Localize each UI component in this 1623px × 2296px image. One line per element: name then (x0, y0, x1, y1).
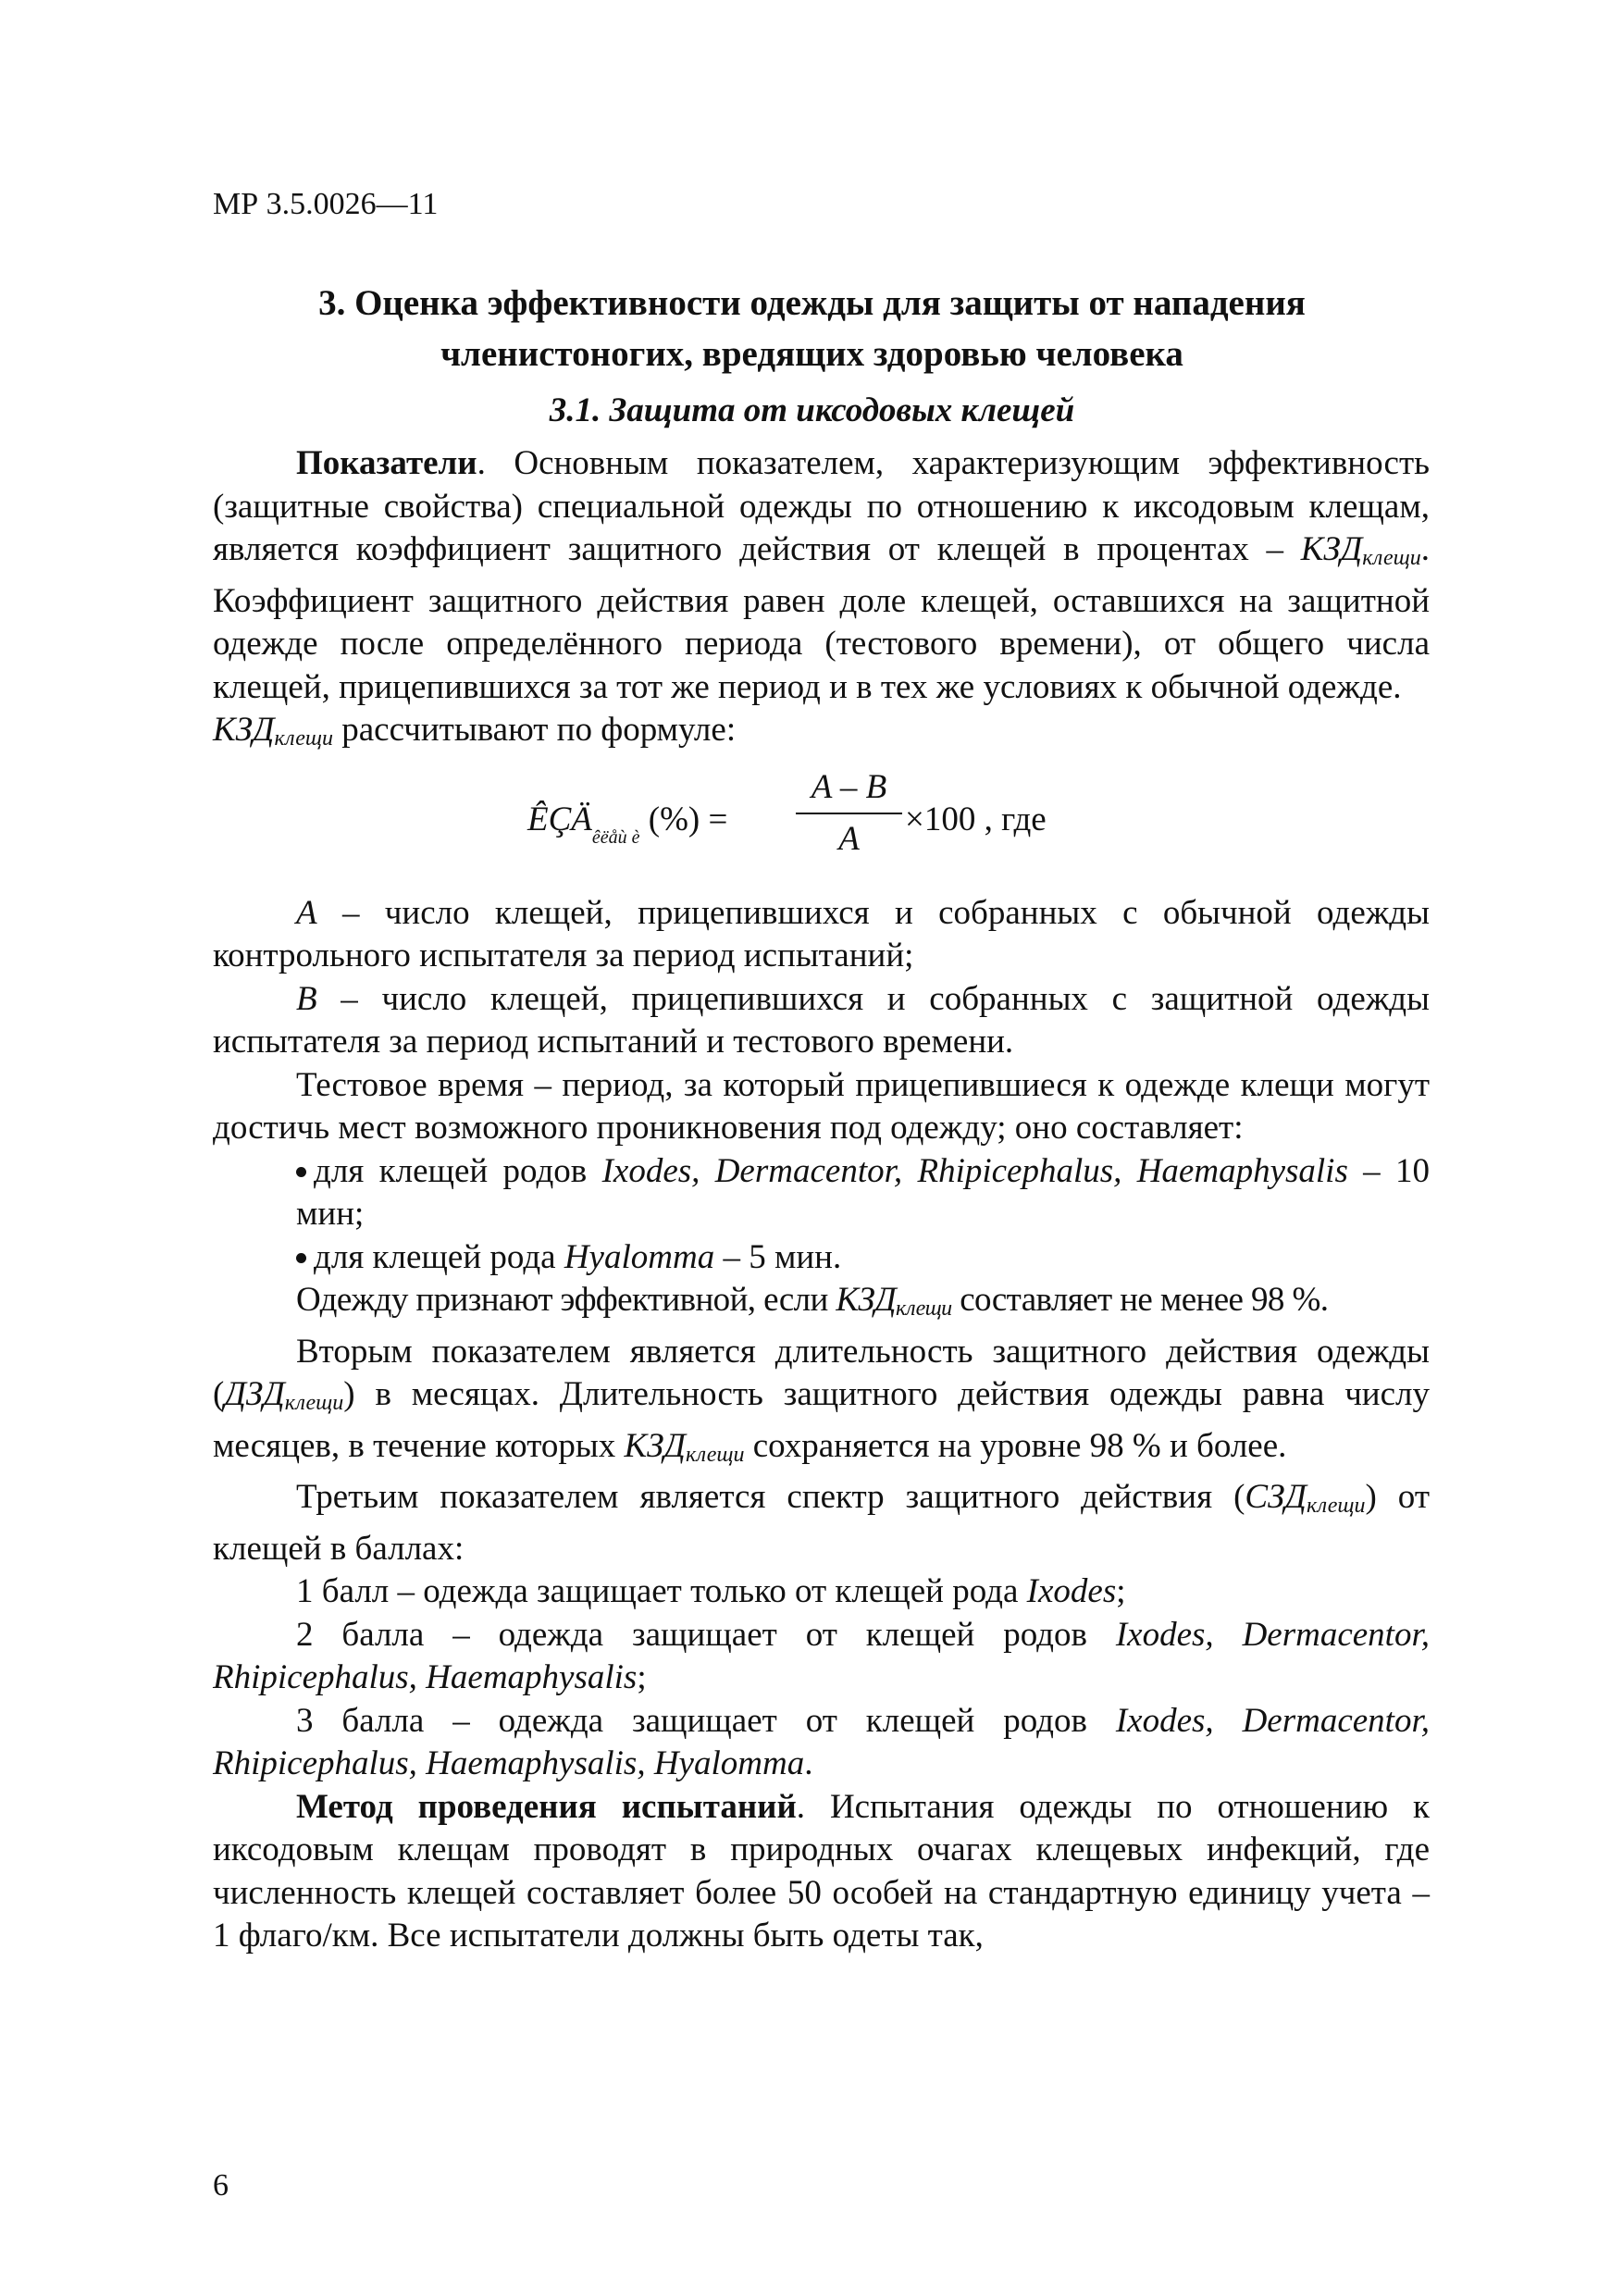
bullet-item-2: для клещей рода Hyalomma – 5 мин. (213, 1236, 1430, 1280)
section-title-line-1: 3. Оценка эффективности одежды для защиты от нападения (318, 283, 1306, 323)
document-code: МР 3.5.0026—11 (213, 187, 439, 221)
method-paragraph: Метод проведения испытаний. Испытания одежды по отношению к иксодовым клещам проводят в природных очагах клещевых инфекций, где численность клещей составляет более 50 особей на стандартную единицу учета – 1 флаго/км. Все испытатели должны быть одеты так, (213, 1787, 1430, 1955)
formula-numerator: A – B (811, 767, 887, 806)
effective-criterion: Одежду признают эффективной, если $КЗД_{клещи}$ составляет не менее 98 %. (296, 1281, 1329, 1321)
fraction-bar (796, 813, 902, 814)
test-time-paragraph: Тестовое время – период, за который прицепившиеся к одежде клещи могут достичь мест возможного проникновения под одежду; оно составляет: (213, 1065, 1430, 1147)
indicators-label: Показатели (296, 444, 477, 482)
score-3: 3 балла – одежда защищает от клещей родов Ixodes, Dermacentor, Rhipicephalus, Haemaphysalis, Hyalomma. (213, 1701, 1430, 1782)
third-indicator-paragraph: Третьим показателем является спектр защитного действия $(СЗД_{клещи})$ от клещей в баллах: (213, 1478, 1430, 1568)
formula-lhs: $ÊÇÄ_{êëåù è}$ (%) = (527, 800, 728, 848)
document-body (213, 442, 1430, 1958)
second-indicator-paragraph: Вторым показателем является длительность защитного действия одежды $(ДЗД_{клещи})$ в месяцах. Длительность защитного действия одежды равна числу месяцев, в течение которых $КЗД_{клещи}$ сохраняется на уровне 98 % и более. (213, 1332, 1430, 1467)
formula-intro: $КЗД_{клещи}$ рассчитывают по формуле: (213, 711, 737, 751)
bullet-icon (296, 1253, 306, 1263)
score-1: 1 балл – одежда защищает только от клещей рода Ixodes; (296, 1572, 1126, 1610)
method-label: Метод проведения испытаний (296, 1787, 797, 1826)
bullet-icon (296, 1167, 306, 1177)
score-2: 2 балла – одежда защищает от клещей родов Ixodes, Dermacentor, Rhipicephalus, Haemaphysalis; (213, 1615, 1430, 1696)
formula-denominator: A (838, 819, 860, 858)
formula-fraction (796, 764, 902, 863)
formula (213, 764, 1430, 887)
section-title-line-2: членистоногих, вредящих здоровью человека (440, 334, 1183, 374)
indicators-paragraph: Показатели. Основным показателем, характеризующим эффективность (защитные свойства) специальной одежды по отношению к иксодовым клещам, является коэффициент защитного действия от клещей в процентах – $КЗД_{клещи}$. Коэффициент защитного действия равен доле клещей, оставшихся на защитной одежде после определённого периода (тестового времени), от общего числа клещей, прицепившихся за тот же период и в тех же условиях к обычной одежде. (213, 444, 1430, 706)
bullet-item-1: для клещей родов Ixodes, Dermacentor, Rhipicephalus, Haemaphysalis – 10 мин; (296, 1151, 1430, 1233)
page-number: 6 (213, 2168, 229, 2203)
variable-a-definition: A – число клещей, прицепившихся и собранных с обычной одежды контрольного испытателя за период испытаний; (213, 893, 1430, 974)
formula-rhs: ×100 , где (905, 800, 1047, 838)
section-title (199, 278, 1425, 379)
subsection-title: 3.1. Защита от иксодовых клещей (549, 391, 1075, 429)
variable-b-definition: B – число клещей, прицепившихся и собранных с защитной одежды испытателя за период испытаний и тестового времени. (213, 979, 1430, 1061)
